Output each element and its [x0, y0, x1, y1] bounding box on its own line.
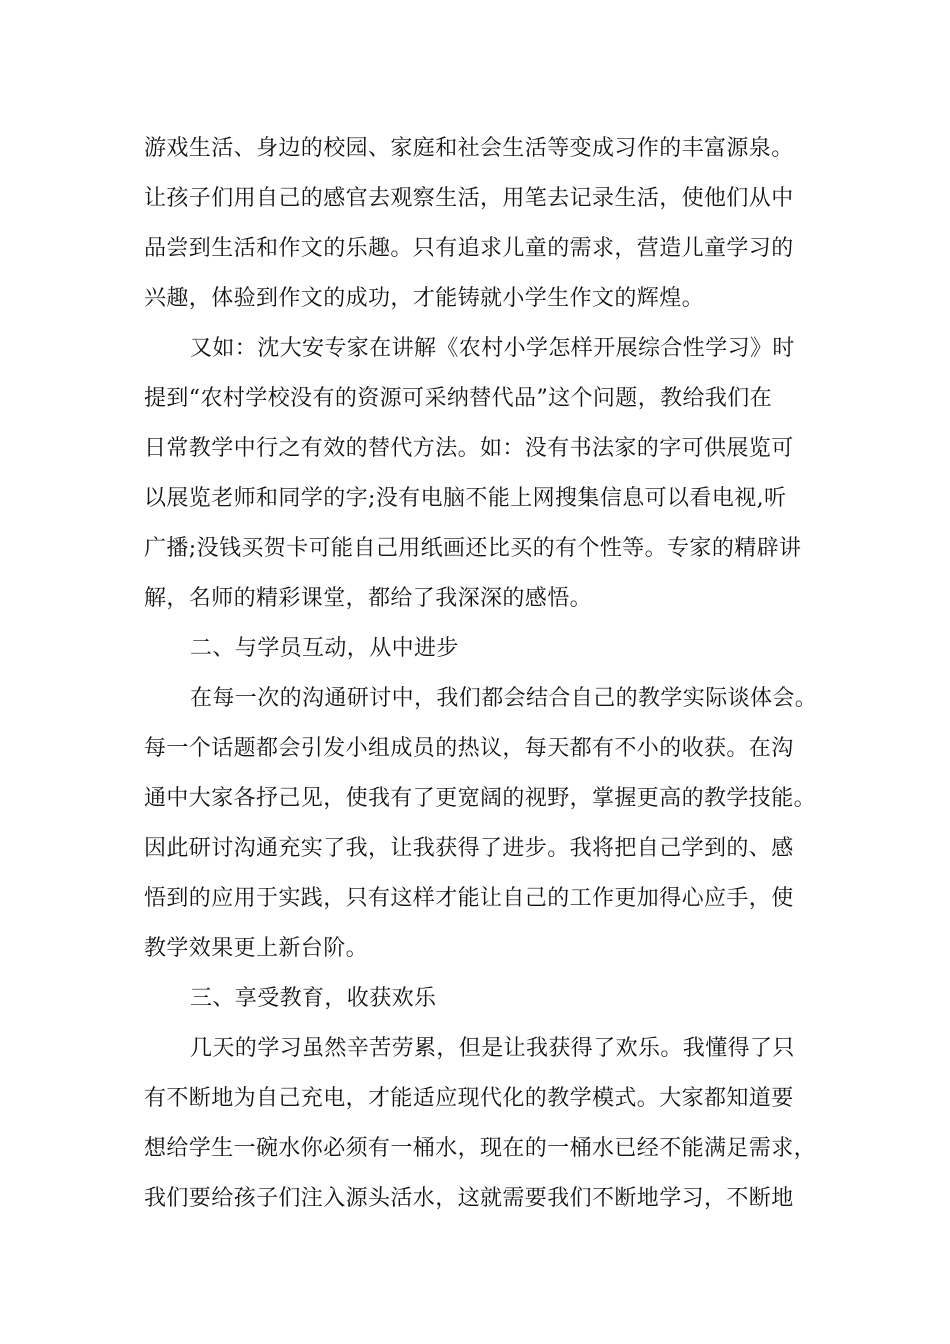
text-line: 有不断地为自己充电，才能适应现代化的教学模式。大家都知道要 — [144, 1086, 794, 1111]
text-line: 通中大家各抒己见，使我有了更宽阔的视野，掌握更高的教学技能。 — [144, 786, 817, 811]
text-line: 每一个话题都会引发小组成员的热议，每天都有不小的收获。在沟 — [144, 736, 794, 761]
text-line: 日常教学中行之有效的替代方法。如：没有书法家的字可供展览可 — [144, 436, 794, 461]
text-line: 想给学生一碗水你必须有一桶水，现在的一桶水已经不能满足需求， — [144, 1136, 817, 1161]
text-line: 品尝到生活和作文的乐趣。只有追求儿童的需求，营造儿童学习的 — [144, 236, 794, 261]
text-line: 解，名师的精彩课堂，都给了我深深的感悟。 — [144, 586, 593, 611]
section-heading: 三、享受教育，收获欢乐 — [190, 986, 437, 1011]
paragraph-start: 在每一次的沟通研讨中，我们都会结合自己的教学实际谈体会。 — [190, 686, 818, 711]
text-line: 广播;没钱买贺卡可能自己用纸画还比买的有个性等。专家的精辟讲 — [144, 536, 802, 561]
text-line: 提到“农村学校没有的资源可采纳替代品”这个问题，教给我们在 — [144, 386, 773, 411]
paragraph-start: 几天的学习虽然辛苦劳累，但是让我获得了欢乐。我懂得了只 — [190, 1036, 795, 1061]
section-heading: 二、与学员互动，从中进步 — [190, 636, 459, 661]
text-line: 因此研讨沟通充实了我，让我获得了进步。我将把自己学到的、感 — [144, 836, 794, 861]
text-line: 以展览老师和同学的字;没有电脑不能上网搜集信息可以看电视,听 — [144, 486, 787, 511]
text-line: 我们要给孩子们注入源头活水，这就需要我们不断地学习，不断地 — [144, 1186, 794, 1211]
text-line: 教学效果更上新台阶。 — [144, 936, 369, 961]
text-line: 悟到的应用于实践，只有这样才能让自己的工作更加得心应手，使 — [144, 886, 794, 911]
text-line: 让孩子们用自己的感官去观察生活，用笔去记录生活，使他们从中 — [144, 186, 794, 211]
paragraph-start: 又如：沈大安专家在讲解《农村小学怎样开展综合性学习》时 — [190, 336, 795, 361]
text-line: 游戏生活、身边的校园、家庭和社会生活等变成习作的丰富源泉。 — [144, 136, 794, 161]
text-line: 兴趣，体验到作文的成功，才能铸就小学生作文的辉煌。 — [144, 286, 705, 311]
